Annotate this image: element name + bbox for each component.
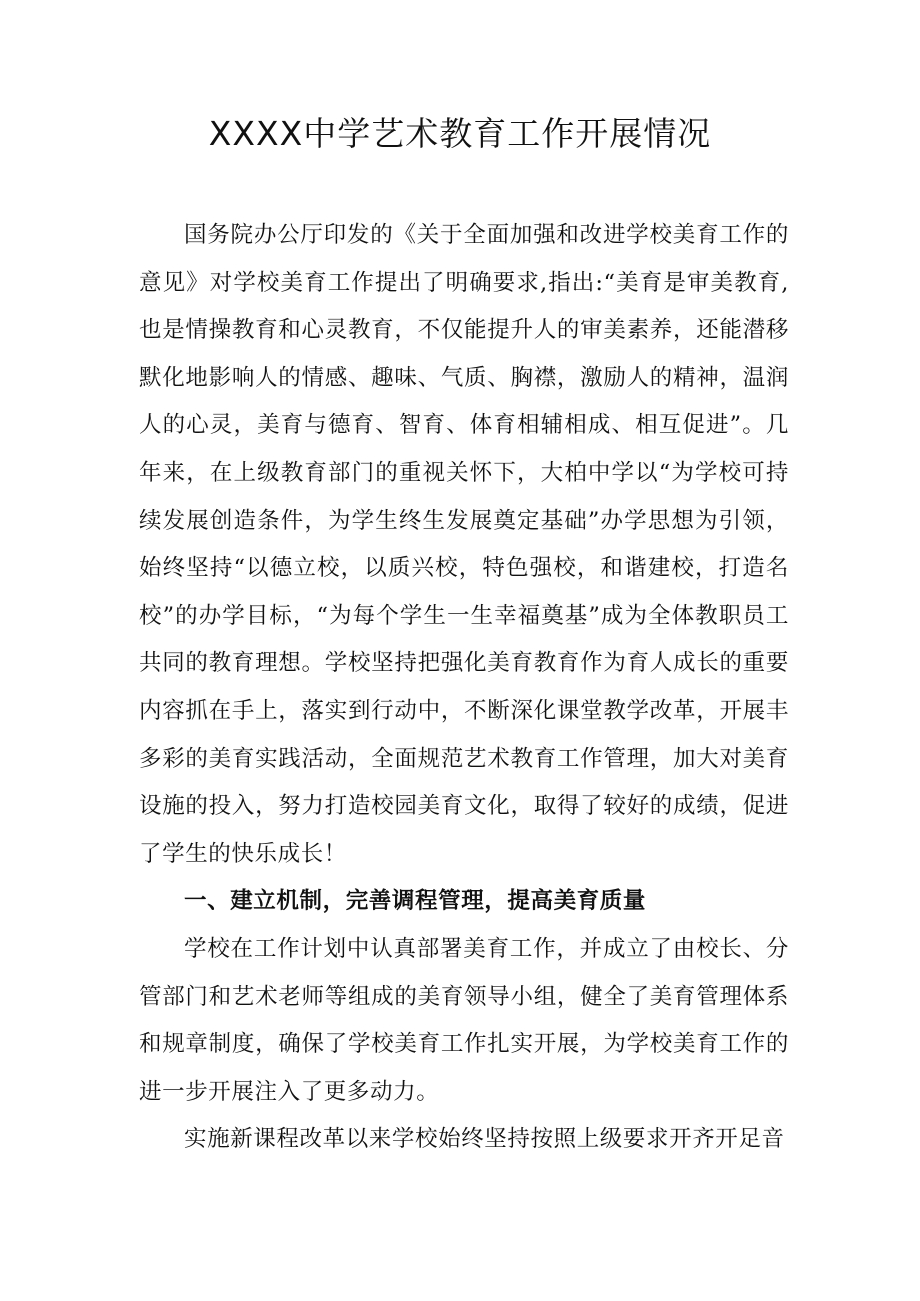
- document-title: XXXX中学艺术教育工作开展情况: [208, 114, 712, 153]
- intro-paragraph: 国务院办公厅印发的《关于全面加强和改进学校美育工作的意见》对学校美育工作提出了明确要求,指出:“美育是审美教育,也是情操教育和心灵教育，不仅能提升人的审美素养，还能潜移默化地影响人的情感、趣味、气质、胸襟，激励人的精神，温润人的心灵，美育与德育、智育、体育相辅相成、相互促进”。几年来，在上级教育部门的重视关怀下，大柏中学以“为学校可持续发展创造条件，为学生终生发展奠定基础”办学思想为引领，始终坚持“以德立校，以质兴校，特色强校，和谐建校，打造名校”的办学目标，“为每个学生一生幸福奠基”成为全体教职员工共同的教育理想。学校坚持把强化美育教育作为育人成长的重要内容抓在手上，落实到行动中，不断深化课堂教学改革，开展丰多彩的美育实践活动，全面规范艺术教育工作管理，加大对美育设施的投入，努力打造校园美育文化，取得了较好的成绩，促进了学生的快乐成长！: [139, 222, 789, 867]
- section1-paragraph-1: 学校在工作计划中认真部署美育工作，并成立了由校长、分管部门和艺术老师等组成的美育领导小组，健全了美育管理体系和规章制度，确保了学校美育工作扎实开展，为学校美育工作的进一步开展注入了更多动力。: [139, 935, 789, 1105]
- document-body: [139, 212, 789, 1164]
- section1-paragraph-2: 实施新课程改革以来学校始终坚持按照上级要求开齐开足音: [184, 1126, 785, 1153]
- section-heading-1: 一、建立机制，完善调程管理，提高美育质量: [184, 888, 647, 915]
